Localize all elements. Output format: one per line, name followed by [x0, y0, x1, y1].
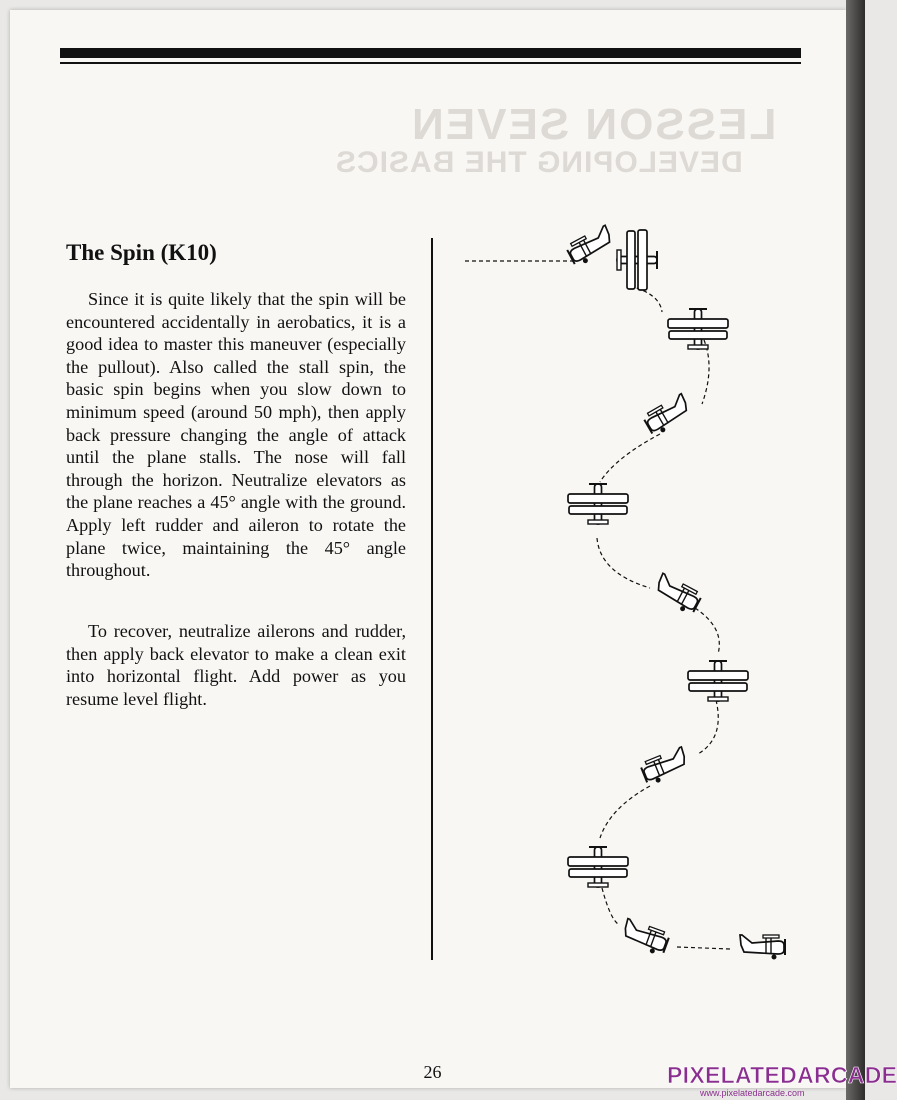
plane-icon	[651, 573, 702, 616]
section-title: The Spin (K10)	[66, 240, 217, 265]
paragraph-2: To recover, neutralize ailerons and rudder, then apply back elevator to make a clean exit into horizontal flight. Add power as you resume level flight.	[66, 621, 406, 709]
plane-icon	[617, 230, 657, 290]
show-through-title: LESSON SEVEN	[410, 100, 777, 149]
plane-icon	[568, 484, 628, 524]
page-edge-shadow	[846, 0, 865, 1100]
watermark-logo: PIXELATEDARCADE	[667, 1062, 897, 1088]
column-divider	[431, 238, 433, 960]
plane-icon	[568, 847, 628, 887]
show-through-subtitle: DEVELOPING THE BASICS	[335, 146, 743, 179]
plane-icon	[565, 225, 616, 268]
spin-diagram	[440, 228, 810, 973]
watermark-url: www.pixelatedarcade.com	[700, 1088, 805, 1098]
page-number: 26	[423, 1062, 442, 1082]
plane-icon	[688, 661, 748, 701]
plane-icon	[740, 935, 785, 960]
paragraph-1: Since it is quite likely that the spin will be encountered accidentally in aerobatics, it is a good idea to master this maneuver (especially the pullout). Also called the stall spin, the basic spin begins when you slow down to minimum speed (around 50 mph), then apply back pressure changing the angle of attack until the plane stalls. The nose will fall through the horizon. Neutralize elevators as the plane reaches a 45° angle with the ground. Apply left rudder and aileron to rotate the plane twice, maintaining the 45° angle throughout.	[66, 289, 406, 581]
plane-icon	[640, 747, 691, 787]
plane-icon	[642, 394, 693, 438]
header-rule-thick	[60, 48, 801, 58]
header-rule-thin	[60, 62, 801, 64]
plane-icon	[620, 919, 671, 957]
plane-icon	[668, 309, 728, 349]
